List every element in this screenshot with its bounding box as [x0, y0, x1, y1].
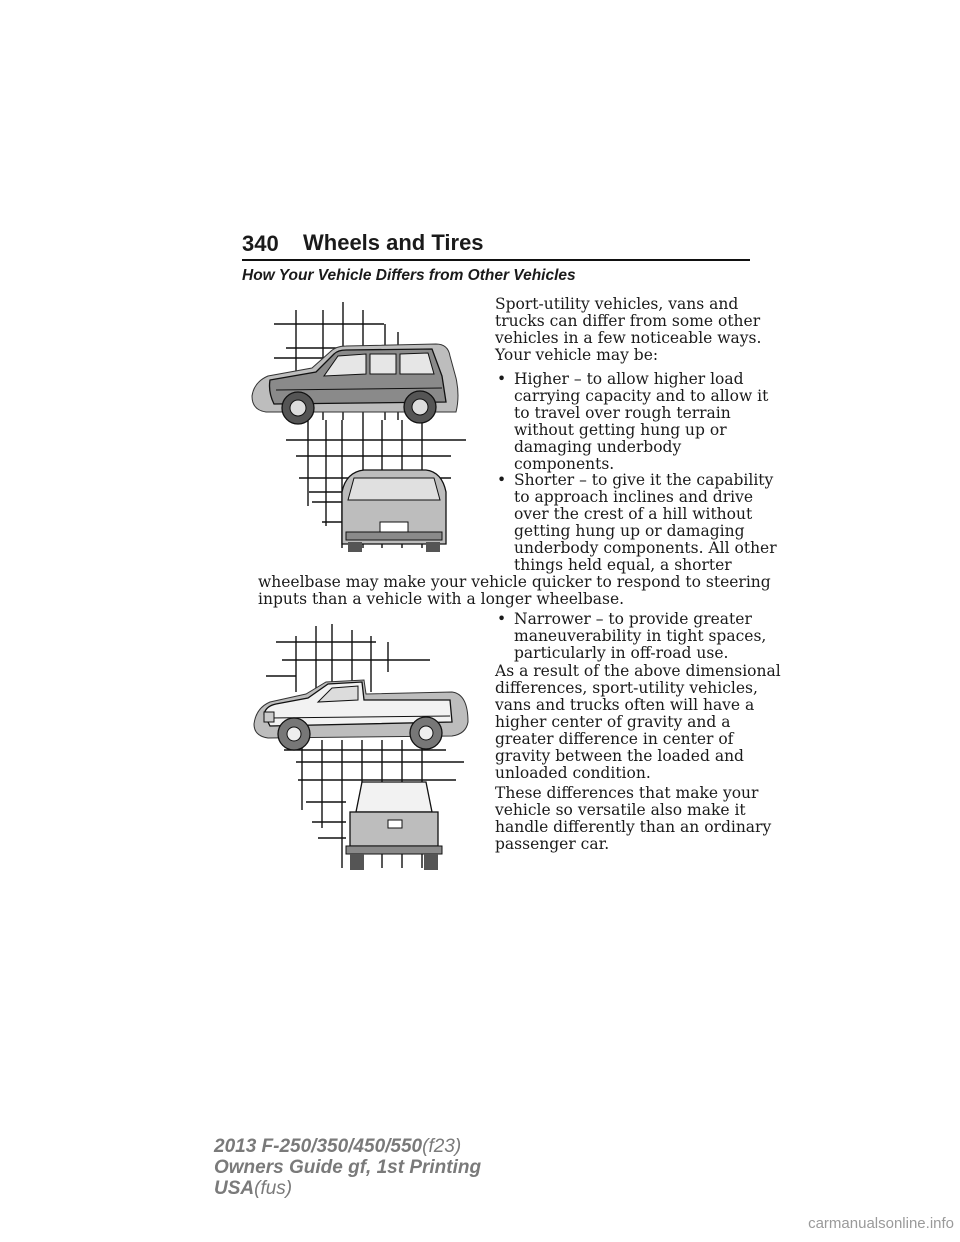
footer-market — [214, 1178, 292, 1199]
footer-country: USA — [214, 1178, 255, 1199]
bullet-line: components. — [514, 455, 615, 473]
footer-printing: Owners Guide gf, 1st Printing — [214, 1157, 482, 1178]
bullet-shorter — [497, 472, 777, 574]
intro-line: trucks can differ from some other — [495, 312, 761, 330]
paragraph-line: unloaded condition. — [495, 764, 651, 782]
bullet-line: without getting hung up or — [514, 421, 727, 439]
paragraph-line: These differences that make your — [495, 784, 759, 802]
bullet-dot: • — [497, 610, 507, 628]
header-rule — [242, 259, 750, 261]
bullet-line: particularly in off-road use. — [514, 644, 729, 662]
result-paragraph — [495, 663, 781, 782]
bullet-line: maneuverability in tight spaces, — [514, 627, 767, 645]
bullet-line: to travel over rough terrain — [514, 404, 731, 422]
intro-line: vehicles in a few noticeable ways. — [495, 329, 762, 347]
intro-line: Your vehicle may be: — [495, 346, 659, 364]
footer-edition — [214, 1136, 461, 1157]
differences-paragraph — [495, 785, 771, 853]
suv-illustration — [246, 296, 474, 554]
bullet-dot: • — [497, 370, 507, 388]
paragraph-line: vehicle so versatile also make it — [495, 801, 746, 819]
paragraph-line: differences, sport-utility vehicles, — [495, 679, 758, 697]
continuation-line: inputs than a vehicle with a longer wheelbase. — [258, 590, 625, 608]
truck-side-view — [254, 680, 468, 750]
suv-side-view — [252, 344, 458, 424]
bullet-line: things held equal, a shorter — [514, 556, 732, 574]
bullet-line: over the crest of a hill without — [514, 505, 753, 523]
bullet-dot: • — [497, 471, 507, 489]
bullet-line: Higher – to allow higher load — [514, 370, 744, 388]
intro-line: Sport-utility vehicles, vans and — [495, 295, 739, 313]
footer-model-code: (f23) — [422, 1136, 462, 1157]
bullet-line: carrying capacity and to allow it — [514, 387, 769, 405]
intro-paragraph — [495, 296, 761, 364]
bullet-line: Narrower – to provide greater — [514, 610, 752, 628]
shorter-continuation — [258, 574, 771, 608]
footer-country-code: (fus) — [254, 1178, 293, 1199]
bullet-line: to approach inclines and drive — [514, 488, 754, 506]
bullet-higher — [497, 371, 768, 473]
bullet-line: damaging underbody — [514, 438, 682, 456]
paragraph-line: gravity between the loaded and — [495, 747, 744, 765]
paragraph-line: higher center of gravity and a — [495, 713, 731, 731]
paragraph-line: handle differently than an ordinary — [495, 818, 772, 836]
section-title: How Your Vehicle Differs from Other Vehicles — [242, 267, 576, 284]
suv-rear-view — [342, 470, 446, 552]
truck-rear-view — [346, 782, 442, 870]
bullet-line: getting hung up or damaging — [514, 522, 745, 540]
bullet-line: Shorter – to give it the capability — [514, 471, 774, 489]
watermark: carmanualsonline.info — [808, 1215, 954, 1232]
bullet-line: underbody components. All other — [514, 539, 777, 557]
paragraph-line: passenger car. — [495, 835, 610, 853]
paragraph-line: greater difference in center of — [495, 730, 734, 748]
chapter-title: Wheels and Tires — [303, 230, 484, 255]
bullet-narrower — [497, 611, 766, 662]
paragraph-line: vans and trucks often will have a — [495, 696, 755, 714]
truck-illustration — [246, 622, 474, 874]
footer-model: 2013 F-250/350/450/550 — [214, 1136, 423, 1157]
paragraph-line: As a result of the above dimensional — [495, 662, 781, 680]
page-number: 340 — [242, 231, 279, 256]
continuation-line: wheelbase may make your vehicle quicker to respond to steering — [258, 573, 771, 591]
